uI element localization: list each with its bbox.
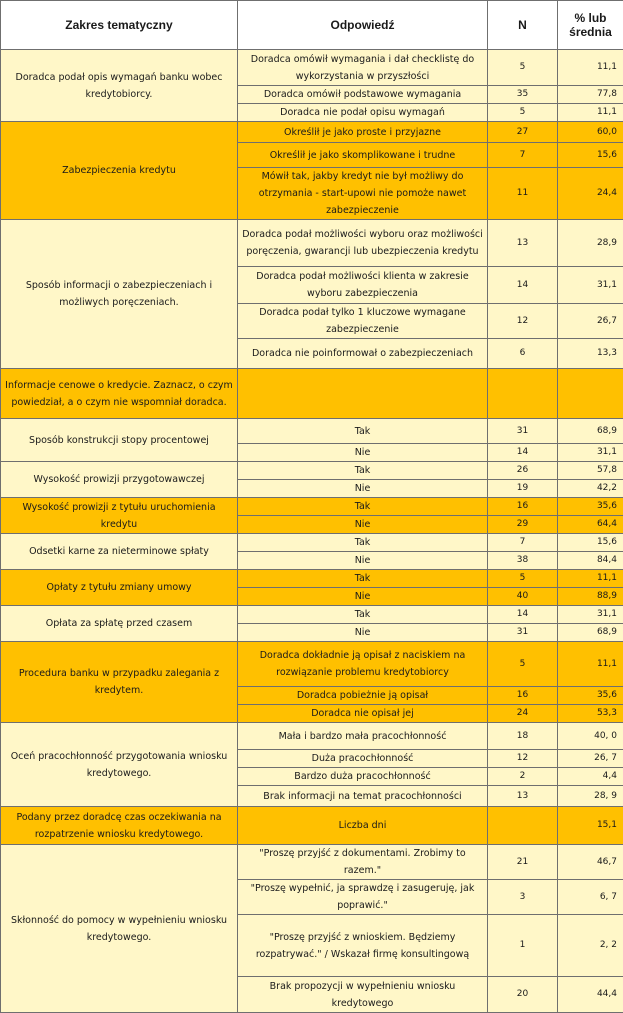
answer-cell: Brak propozycji w wypełnieniu wniosku kredytowego (238, 977, 488, 1013)
n-cell: 14 (488, 606, 558, 624)
pct-cell: 42,2 (558, 480, 623, 498)
n-cell: 12 (488, 304, 558, 339)
topic-cell: Sposób konstrukcji stopy procentowej (1, 419, 238, 462)
pct-cell: 31,1 (558, 606, 623, 624)
n-cell (488, 807, 558, 845)
n-cell: 7 (488, 534, 558, 552)
topic-cell: Odsetki karne za nieterminowe spłaty (1, 534, 238, 570)
answer-cell: Nie (238, 588, 488, 606)
pct-cell: 26, 7 (558, 750, 623, 768)
pct-cell: 31,1 (558, 444, 623, 462)
topic-cell: Informacje cenowe o kredycie. Zaznacz, o czym powiedział, a o czym nie wspomniał doradca. (1, 369, 238, 419)
table-row (1, 220, 623, 267)
pct-cell: 84,4 (558, 552, 623, 570)
n-cell: 31 (488, 419, 558, 444)
answer-cell: Brak informacji na temat pracochłonności (238, 786, 488, 807)
topic-cell: Opłaty z tytułu zmiany umowy (1, 570, 238, 606)
n-cell: 38 (488, 552, 558, 570)
pct-cell: 13,3 (558, 339, 623, 369)
table-row (1, 723, 623, 750)
pct-cell: 44,4 (558, 977, 623, 1013)
answer-cell: Doradca nie poinformował o zabezpieczeniach (238, 339, 488, 369)
table-row (1, 498, 623, 516)
pct-cell: 68,9 (558, 624, 623, 642)
topic-cell: Oceń pracochłonność przygotowania wniosku kredytowego. (1, 723, 238, 807)
n-cell: 1 (488, 915, 558, 977)
n-cell (488, 369, 558, 419)
pct-cell: 31,1 (558, 267, 623, 304)
n-cell: 2 (488, 768, 558, 786)
pct-cell: 64,4 (558, 516, 623, 534)
n-cell: 16 (488, 498, 558, 516)
table-row (1, 122, 623, 143)
pct-cell: 15,6 (558, 534, 623, 552)
answer-cell: Mała i bardzo mała pracochłonność (238, 723, 488, 750)
pct-cell: 4,4 (558, 768, 623, 786)
answer-cell: Tak (238, 462, 488, 480)
n-cell: 3 (488, 880, 558, 915)
header-n: N (488, 1, 558, 50)
header-topic: Zakres tematyczny (1, 1, 238, 50)
pct-cell: 11,1 (558, 570, 623, 588)
table-row (1, 570, 623, 588)
answer-cell: Tak (238, 606, 488, 624)
n-cell: 13 (488, 786, 558, 807)
answer-cell: Nie (238, 444, 488, 462)
answer-cell: Nie (238, 624, 488, 642)
n-cell: 7 (488, 143, 558, 168)
answer-cell: Nie (238, 516, 488, 534)
answer-cell: Doradca dokładnie ją opisał z naciskiem na rozwiązanie problemu kredytobiorcy (238, 642, 488, 687)
topic-cell: Skłonność do pomocy w wypełnieniu wniosku kredytowego. (1, 845, 238, 1013)
pct-cell: 26,7 (558, 304, 623, 339)
table-row (1, 462, 623, 480)
answer-cell: Doradca podał możliwości klienta w zakresie wyboru zabezpieczenia (238, 267, 488, 304)
n-cell: 24 (488, 705, 558, 723)
pct-cell: 15,1 (558, 807, 623, 845)
pct-cell: 2, 2 (558, 915, 623, 977)
topic-cell: Zabezpieczenia kredytu (1, 122, 238, 220)
answer-cell: "Proszę przyjść z dokumentami. Zrobimy to razem." (238, 845, 488, 880)
pct-cell: 77,8 (558, 86, 623, 104)
n-cell: 5 (488, 104, 558, 122)
header-answer: Odpowiedź (238, 1, 488, 50)
answer-cell: Określił je jako skomplikowane i trudne (238, 143, 488, 168)
n-cell: 5 (488, 50, 558, 86)
topic-cell: Sposób informacji o zabezpieczeniach i możliwych poręczeniach. (1, 220, 238, 369)
n-cell: 26 (488, 462, 558, 480)
table-row (1, 369, 623, 419)
header-pct: % lub średnia (558, 1, 623, 50)
topic-cell: Procedura banku w przypadku zalegania z kredytem. (1, 642, 238, 723)
answer-cell: Duża pracochłonność (238, 750, 488, 768)
pct-cell: 11,1 (558, 104, 623, 122)
topic-cell: Podany przez doradcę czas oczekiwania na rozpatrzenie wniosku kredytowego. (1, 807, 238, 845)
table-row (1, 606, 623, 624)
answer-cell: Mówił tak, jakby kredyt nie był możliwy do otrzymania - start-upowi nie pomoże nawet zabezpieczenie (238, 168, 488, 220)
answer-cell: Doradca podał tylko 1 kluczowe wymagane zabezpieczenie (238, 304, 488, 339)
answer-cell: Doradca nie podał opisu wymagań (238, 104, 488, 122)
n-cell: 14 (488, 444, 558, 462)
n-cell: 11 (488, 168, 558, 220)
answer-cell: Bardzo duża pracochłonność (238, 768, 488, 786)
pct-cell: 68,9 (558, 419, 623, 444)
n-cell: 31 (488, 624, 558, 642)
pct-cell: 40, 0 (558, 723, 623, 750)
n-cell: 35 (488, 86, 558, 104)
answer-cell: Nie (238, 480, 488, 498)
n-cell: 14 (488, 267, 558, 304)
pct-cell: 46,7 (558, 845, 623, 880)
pct-cell: 35,6 (558, 498, 623, 516)
answer-cell: Doradca podał możliwości wyboru oraz możliwości poręczenia, gwarancji lub ubezpieczenia kredytu (238, 220, 488, 267)
pct-cell: 11,1 (558, 50, 623, 86)
answer-cell: Tak (238, 534, 488, 552)
pct-cell: 15,6 (558, 143, 623, 168)
n-cell: 13 (488, 220, 558, 267)
answer-cell: Tak (238, 419, 488, 444)
pct-cell: 35,6 (558, 687, 623, 705)
n-cell: 21 (488, 845, 558, 880)
n-cell: 5 (488, 642, 558, 687)
pct-cell: 24,4 (558, 168, 623, 220)
table-row (1, 807, 623, 845)
pct-cell: 57,8 (558, 462, 623, 480)
pct-cell: 53,3 (558, 705, 623, 723)
n-cell: 18 (488, 723, 558, 750)
answer-cell: "Proszę przyjść z wnioskiem. Będziemy rozpatrywać." / Wskazał firmę konsultingową (238, 915, 488, 977)
answer-cell: Liczba dni (238, 807, 488, 845)
answer-cell: Tak (238, 570, 488, 588)
n-cell: 16 (488, 687, 558, 705)
answer-cell: Nie (238, 552, 488, 570)
n-cell: 20 (488, 977, 558, 1013)
n-cell: 29 (488, 516, 558, 534)
header-row (1, 1, 623, 50)
pct-cell: 88,9 (558, 588, 623, 606)
topic-cell: Opłata za spłatę przed czasem (1, 606, 238, 642)
pct-cell: 28, 9 (558, 786, 623, 807)
table-body (1, 50, 623, 1013)
table-row (1, 419, 623, 444)
table-row (1, 50, 623, 86)
table-row (1, 534, 623, 552)
pct-cell: 28,9 (558, 220, 623, 267)
pct-cell (558, 369, 623, 419)
answer-cell: Doradca pobieżnie ją opisał (238, 687, 488, 705)
topic-cell: Doradca podał opis wymagań banku wobec kredytobiorcy. (1, 50, 238, 122)
n-cell: 5 (488, 570, 558, 588)
answer-cell: Doradca omówił podstawowe wymagania (238, 86, 488, 104)
answer-cell: Doradca nie opisał jej (238, 705, 488, 723)
n-cell: 6 (488, 339, 558, 369)
pct-cell: 6, 7 (558, 880, 623, 915)
answer-cell (238, 369, 488, 419)
topic-cell: Wysokość prowizji z tytułu uruchomienia kredytu (1, 498, 238, 534)
topic-cell: Wysokość prowizji przygotowawczej (1, 462, 238, 498)
answer-cell: Określił je jako proste i przyjazne (238, 122, 488, 143)
pct-cell: 11,1 (558, 642, 623, 687)
table-row (1, 642, 623, 687)
n-cell: 12 (488, 750, 558, 768)
n-cell: 27 (488, 122, 558, 143)
answer-cell: Doradca omówił wymagania i dał checklistę do wykorzystania w przyszłości (238, 50, 488, 86)
answer-cell: "Proszę wypełnić, ja sprawdzę i zasugeruję, jak poprawić." (238, 880, 488, 915)
answer-cell: Tak (238, 498, 488, 516)
n-cell: 40 (488, 588, 558, 606)
table-row (1, 845, 623, 880)
pct-cell: 60,0 (558, 122, 623, 143)
n-cell: 19 (488, 480, 558, 498)
